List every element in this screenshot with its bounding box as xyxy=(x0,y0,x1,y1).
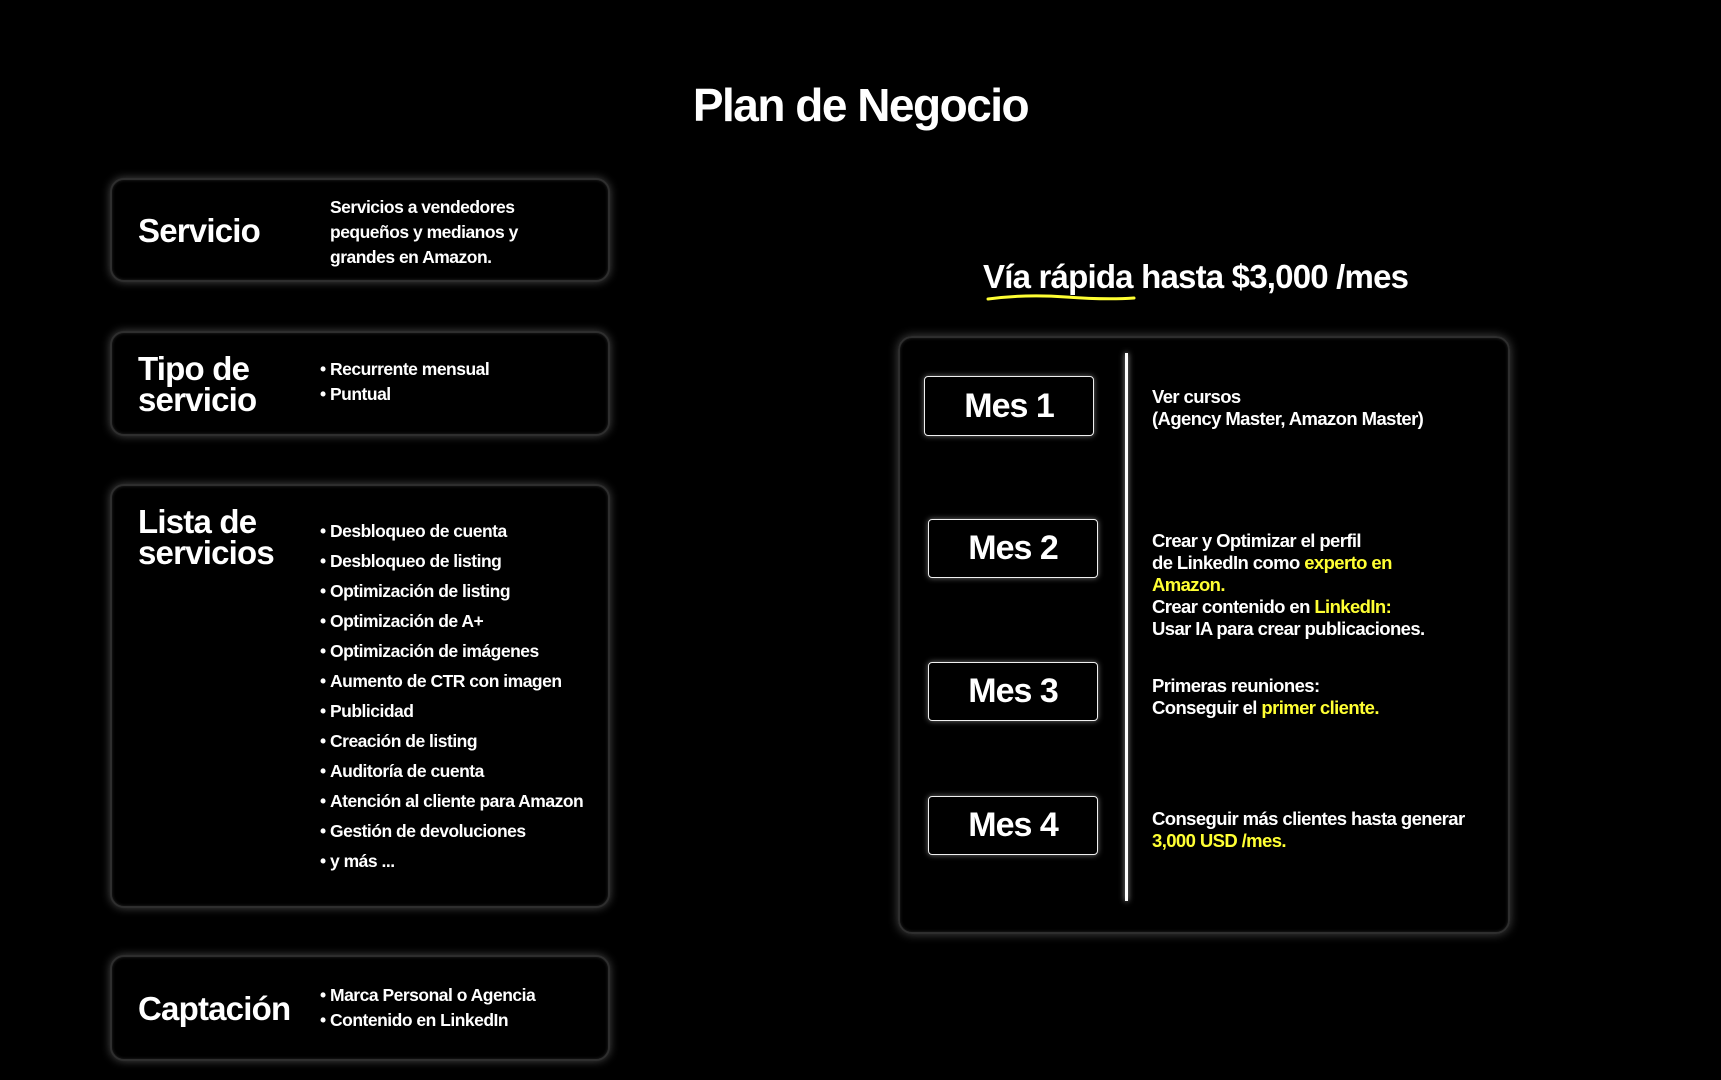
month-desc-line xyxy=(1152,408,1423,430)
month-desc-4 xyxy=(1152,808,1465,852)
servicio-text-line: grandes en Amazon. xyxy=(330,247,492,267)
month-badge-2: Mes 2 xyxy=(928,519,1098,578)
highlighted-text: LinkedIn: xyxy=(1314,596,1392,617)
card-label-tipo-servicio xyxy=(138,350,257,418)
desc-text: Conseguir más clientes hasta generar xyxy=(1152,808,1465,829)
highlighted-text: primer cliente. xyxy=(1261,697,1379,718)
label-line: servicio xyxy=(138,381,257,418)
label-line: Lista de xyxy=(138,503,257,540)
servicio-text-line: Servicios a vendedores xyxy=(330,197,515,217)
list-item: • Aumento de CTR con imagen xyxy=(320,666,583,696)
card-tipo-servicio xyxy=(110,331,610,436)
list-item: • Desbloqueo de cuenta xyxy=(320,516,583,546)
list-item: • Recurrente mensual xyxy=(320,357,489,382)
desc-text: (Agency Master, Amazon Master) xyxy=(1152,408,1424,429)
list-item: • Desbloqueo de listing xyxy=(320,546,583,576)
card-label-lista-servicios xyxy=(138,503,274,571)
list-item: • Auditoría de cuenta xyxy=(320,756,583,786)
roadmap-title-underlined: Vía rápida xyxy=(983,258,1133,295)
card-label-servicio: Servicio xyxy=(138,212,261,249)
month-desc-line xyxy=(1152,574,1425,596)
month-badge-3: Mes 3 xyxy=(928,662,1098,721)
card-text-servicio xyxy=(330,195,518,270)
highlighted-text: experto en xyxy=(1304,552,1392,573)
list-item: • y más ... xyxy=(320,846,583,876)
month-desc-1 xyxy=(1152,386,1423,430)
card-captacion xyxy=(110,955,610,1061)
list-item: • Optimización de listing xyxy=(320,576,583,606)
list-item: • Gestión de devoluciones xyxy=(320,816,583,846)
list-item: • Creación de listing xyxy=(320,726,583,756)
desc-text: Crear contenido en xyxy=(1152,596,1315,617)
month-desc-line xyxy=(1152,697,1379,719)
desc-text: Primeras reuniones: xyxy=(1152,675,1320,696)
month-desc-line xyxy=(1152,618,1425,640)
month-desc-line xyxy=(1152,596,1425,618)
list-item: • Puntual xyxy=(320,382,489,407)
page-title: Plan de Negocio xyxy=(692,79,1029,131)
month-desc-line xyxy=(1152,530,1425,552)
tipo-servicio-list xyxy=(320,357,489,407)
list-item: • Optimización de A+ xyxy=(320,606,583,636)
desc-text: Conseguir el xyxy=(1152,697,1262,718)
month-desc-line xyxy=(1152,552,1425,574)
list-item: • Marca Personal o Agencia xyxy=(320,983,535,1008)
desc-text: Usar IA para crear publicaciones. xyxy=(1152,618,1425,639)
captacion-list xyxy=(320,983,535,1033)
lista-servicios-list xyxy=(320,516,583,876)
servicio-text-line: pequeños y medianos y xyxy=(330,222,518,242)
month-badge-4: Mes 4 xyxy=(928,796,1098,855)
month-desc-line xyxy=(1152,830,1465,852)
card-lista-servicios xyxy=(110,484,610,908)
highlighted-text: Amazon. xyxy=(1152,574,1225,595)
label-line: Tipo de xyxy=(138,350,250,387)
label-line: servicios xyxy=(138,534,274,571)
roadmap-title xyxy=(983,258,1408,296)
highlighted-text: 3,000 USD /mes. xyxy=(1152,830,1286,851)
list-item: • Contenido en LinkedIn xyxy=(320,1008,535,1033)
desc-text: Crear y Optimizar el perfil xyxy=(1152,530,1361,551)
yellow-underline xyxy=(986,292,1136,304)
month-desc-line xyxy=(1152,386,1423,408)
card-servicio xyxy=(110,178,610,282)
list-item: • Optimización de imágenes xyxy=(320,636,583,666)
month-desc-3 xyxy=(1152,675,1379,719)
desc-text: Ver cursos xyxy=(1152,386,1241,407)
month-badge-1: Mes 1 xyxy=(924,376,1094,436)
list-item: • Publicidad xyxy=(320,696,583,726)
month-desc-line xyxy=(1152,675,1379,697)
list-item: • Atención al cliente para Amazon xyxy=(320,786,583,816)
roadmap-title-rest: hasta $3,000 /mes xyxy=(1132,258,1409,295)
card-label-captacion: Captación xyxy=(138,990,291,1027)
desc-text: de LinkedIn como xyxy=(1152,552,1305,573)
timeline-line xyxy=(1125,353,1128,901)
month-desc-line xyxy=(1152,808,1465,830)
month-desc-2 xyxy=(1152,530,1425,640)
